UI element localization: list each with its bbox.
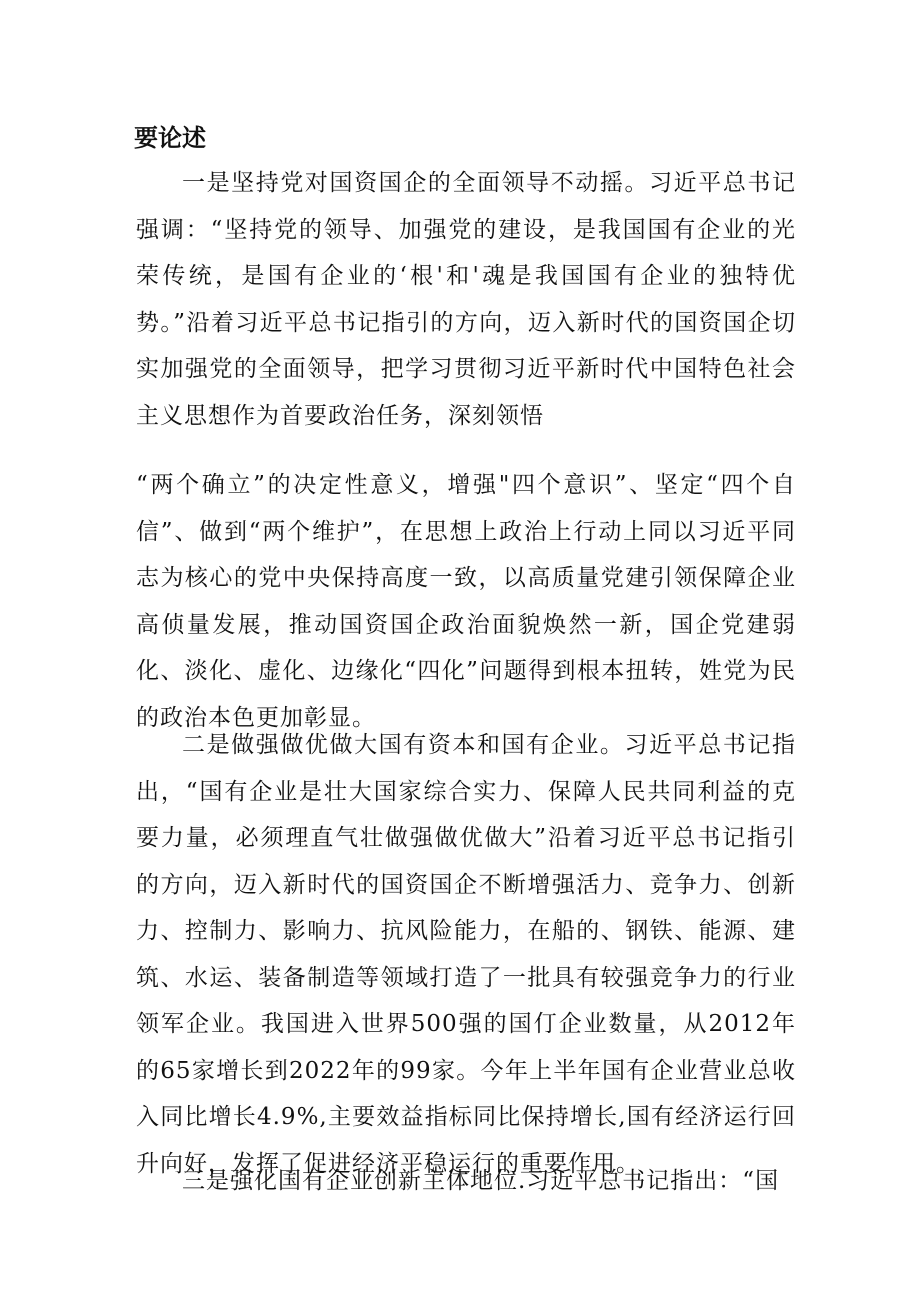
paragraph-party-leadership-continued: “两个确立”的决定性意义，增强"四个意识”、坚定“四个自信”、做到“两个维护”，在思想上政治上行动上同以习近平同志为核心的党中央保持高度一致，以高质量党建引领保障企业高侦量发展，推动国资国企政治面貌焕然一新，国企党建弱化、淡化、虚化、边缘化“四化”问题得到根本扭转，姓党为民的政治本色更加彰显。	[136, 472, 796, 731]
paragraph-stronger-soes: 二是做强做优做大国有资本和国有企业。习近平总书记指出，“国有企业是壮大国家综合实力、保障人民共同利益的克要力量，必须理直气壮做强做优做大”沿着习近平总书记指引的方向，迈入新时代的国资国企不断增强活力、竞争力、创新力、控制力、影响力、抗风险能力，在船的、钢铁、能源、建筑、水运、装备制造等领域打造了一批具有较强竞争力的行业领军企业。我国进入世界500强的国仃企业数量，从2012年的65家增长到2022年的99家。今年上半年国有企业营业总收入同比增长4.9%,主要效益指标同比保持增长,国有经济运行回升向好，发挥了促进经济平稳运行的重要作用。	[136, 732, 796, 1177]
paragraph-party-leadership: 一是坚持党对国资国企的全面领导不动摇。习近平总书记强调：“坚持党的领导、加强党的建设，是我国国有企业的光荣传统，是国有企业的‘根'和'魂是我国国有企业的独特优势。”沿着习近平总书记指引的方向，迈入新时代的国资国企切实加强党的全面领导，把学习贯彻习近平新时代中国特色社会主义思想作为首要政治任务，深刻领悟	[136, 170, 796, 429]
section-heading: 要论述	[134, 124, 206, 152]
paragraph-innovation: 三是强化国有企业创新主体地位.习近平总书记指出：“国	[182, 1168, 780, 1194]
